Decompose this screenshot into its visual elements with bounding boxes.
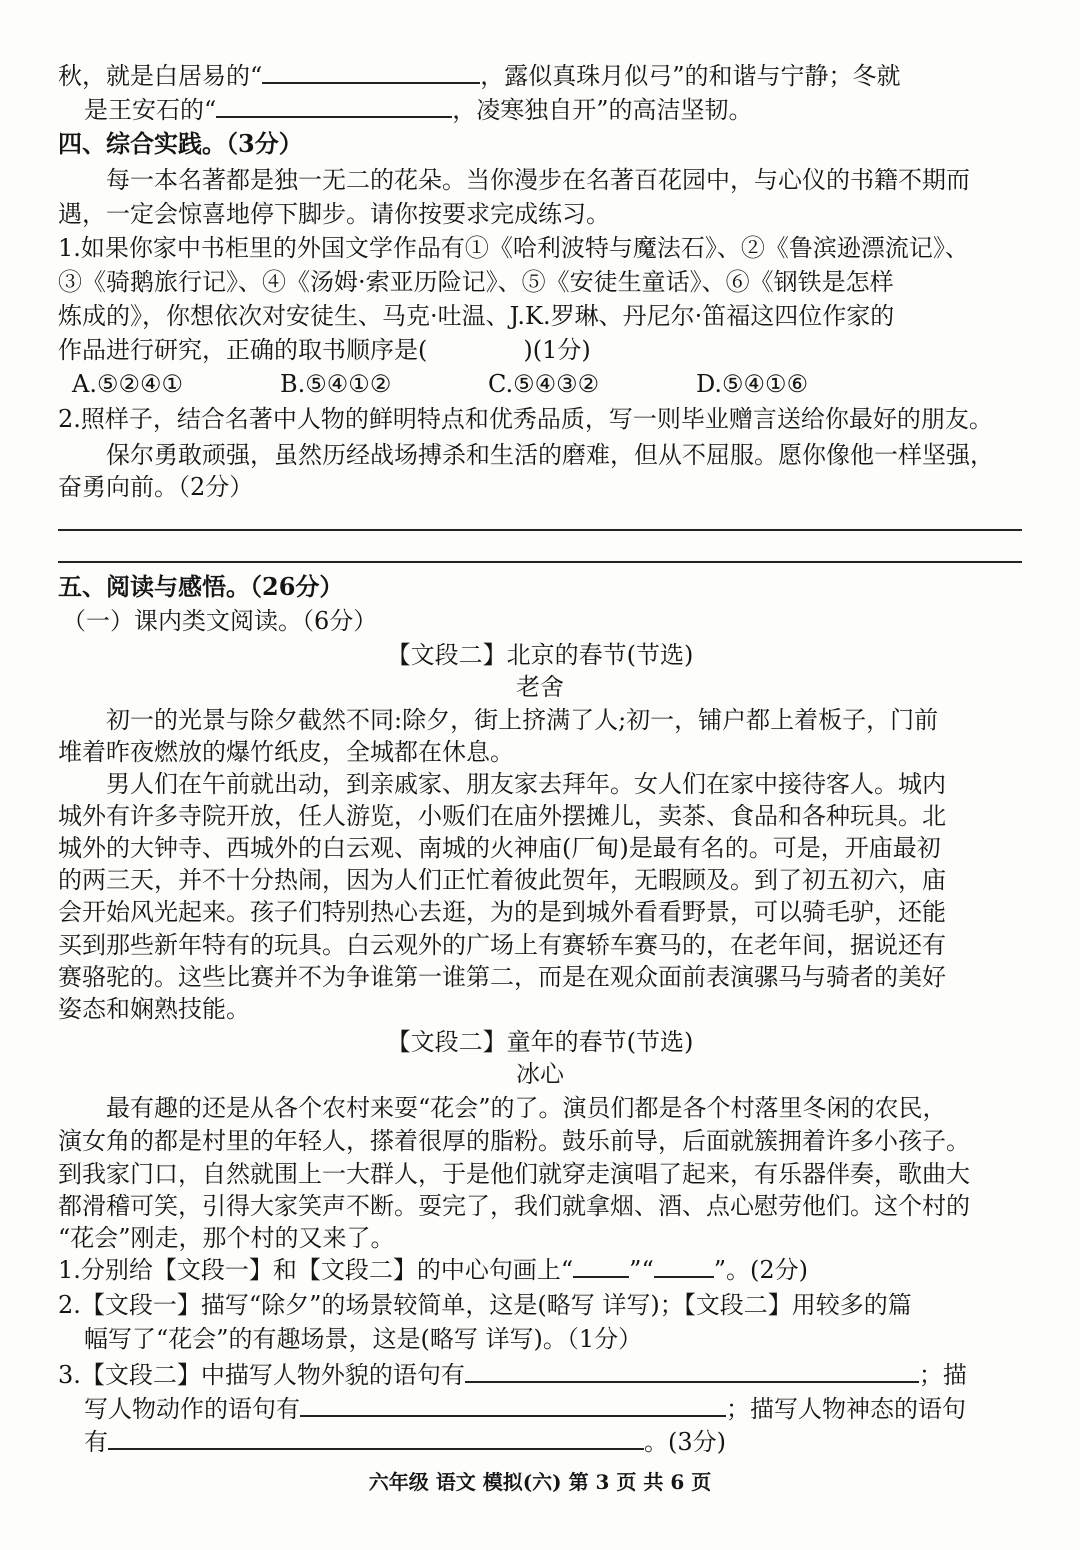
answer-blank[interactable] (262, 58, 480, 84)
answer-line[interactable] (58, 529, 1022, 531)
question1-line: 炼成的》，你想依次对安徒生、马克·吐温、J.K.罗琳、丹尼尔·笛福这四位作家的 (58, 302, 895, 330)
poem-line-winter: 是王安石的“ ，凌寒独自开”的高洁坚韧。 (58, 92, 1040, 127)
s5-question2-line: 2.【文段一】描写“除夕”的场景较简单，这是(略写 详写)；【文段二】用较多的篇 (58, 1291, 912, 1319)
options-row (58, 367, 1040, 401)
option-b[interactable]: B.⑤④①② (280, 370, 392, 398)
answer-line[interactable] (58, 561, 1022, 563)
question1-line: 1.如果你家中书柜里的外国文学作品有①《哈利波特与魔法石》、②《鲁滨逊漂流记》、 (58, 234, 969, 262)
section5-heading: 五、阅读与感悟。（26分） (58, 572, 344, 601)
example-line: 保尔勇敢顽强，虽然历经战场搏杀和生活的磨难，但从不屈服。愿你像他一样坚强， (106, 441, 994, 469)
s5-question3-line: 写人物动作的语句有 ；描写人物神态的语句 (58, 1391, 1040, 1426)
passage-line: 演女角的都是村里的年轻人，搽着很厚的脂粉。鼓乐前导，后面就簇拥着许多小孩子。 (58, 1127, 970, 1155)
page-footer: 六年级 语文 模拟(六) 第 3 页 共 6 页 (368, 1470, 712, 1494)
answer-blank[interactable] (108, 1424, 644, 1450)
answer-blank[interactable] (465, 1357, 919, 1383)
s5-question1: 1.分别给【文段一】和【文段二】的中心句画上“ ”“ ”。(2分) (58, 1256, 808, 1284)
section4-heading: 四、综合实践。（3分） (58, 129, 303, 158)
passage-line: 买到那些新年特有的玩具。白云观外的广场上有赛轿车赛马的，在老年间，据说还有 (58, 931, 946, 959)
question2-line: 2.照样子，结合名著中人物的鲜明特点和优秀品质，写一则毕业赠言送给你最好的朋友。 (58, 405, 993, 433)
passage-line: 会开始风光起来。孩子们特别热心去逛，为的是到城外看看野景，可以骑毛驴，还能 (58, 898, 946, 926)
passage1-author: 老舍 (516, 673, 564, 701)
passage-line: “花会”刚走，那个村的又来了。 (58, 1224, 395, 1252)
s5-question3-line: 3.【文段二】中描写人物外貌的语句有 ；描 (58, 1357, 1040, 1392)
passage-line: 城外有许多寺院开放，任人游览，小贩们在庙外摆摊儿，卖茶、食品和各种玩具。北 (58, 802, 946, 830)
example-line: 奋勇向前。（2分） (58, 473, 254, 501)
passage2-title: 【文段二】童年的春节(节选) (386, 1028, 694, 1056)
mark-blank-2[interactable] (654, 1256, 714, 1278)
passage-line: 最有趣的还是从各个农村来耍“花会”的了。演员们都是各个村落里冬闲的农民， (106, 1094, 947, 1122)
answer-blank[interactable] (300, 1391, 726, 1417)
passage-line: 男人们在午前就出动，到亲戚家、朋友家去拜年。女人们在家中接待客人。城内 (106, 770, 946, 798)
s5-question3-line: 有 。(3分) (58, 1424, 1040, 1459)
passage-line: 的两三天，并不十分热闹，因为人们正忙着彼此贺年，无暇顾及。到了初五初六，庙 (58, 866, 946, 894)
poem-line-autumn: 秋，就是白居易的“ ，露似真珠月似弓”的和谐与宁静；冬就 (58, 58, 1040, 93)
question1-line: 作品进行研究，正确的取书顺序是( )(1分) (58, 336, 591, 364)
option-c[interactable]: C.⑤④③② (488, 370, 600, 398)
passage-line: 都滑稽可笑，引得大家笑声不断。耍完了，我们就拿烟、酒、点心慰劳他们。这个村的 (58, 1192, 970, 1220)
mark-blank-1[interactable] (573, 1256, 629, 1278)
passage-line: 姿态和娴熟技能。 (58, 995, 250, 1023)
question1-line: ③《骑鹅旅行记》、④《汤姆·索亚历险记》、⑤《安徒生童话》、⑥《钢铁是怎样 (58, 268, 894, 296)
option-a[interactable]: A.⑤②④① (72, 370, 184, 398)
passage-line: 赛骆驼的。这些比赛并不为争谁第一谁第二，而是在观众面前表演骡马与骑者的美好 (58, 963, 946, 991)
answer-blank[interactable] (216, 92, 452, 118)
s5-question2-line: 幅写了“花会”的有趣场景，这是(略写 详写)。（1分） (84, 1325, 643, 1353)
subsection-heading: （一）课内类文阅读。（6分） (62, 607, 378, 635)
passage-line: 城外的大钟寺、西城外的白云观、南城的火神庙(厂甸)是最有名的。可是，开庙最初 (58, 834, 941, 862)
passage-line: 初一的光景与除夕截然不同:除夕，街上挤满了人;初一，铺户都上着板子，门前 (106, 706, 939, 734)
passage-line: 堆着昨夜燃放的爆竹纸皮，全城都在休息。 (58, 738, 514, 766)
option-d[interactable]: D.⑤④①⑥ (696, 370, 809, 398)
passage1-title: 【文段二】北京的春节(节选) (386, 641, 694, 669)
passage2-author: 冰心 (516, 1060, 564, 1088)
section4-intro-line: 每一本名著都是独一无二的花朵。当你漫步在名著百花园中，与心仪的书籍不期而 (106, 166, 970, 194)
section4-intro-line: 遇，一定会惊喜地停下脚步。请你按要求完成练习。 (58, 200, 610, 228)
passage-line: 到我家门口，自然就围上一大群人，于是他们就穿走演唱了起来，有乐器伴奏，歌曲大 (58, 1160, 970, 1188)
